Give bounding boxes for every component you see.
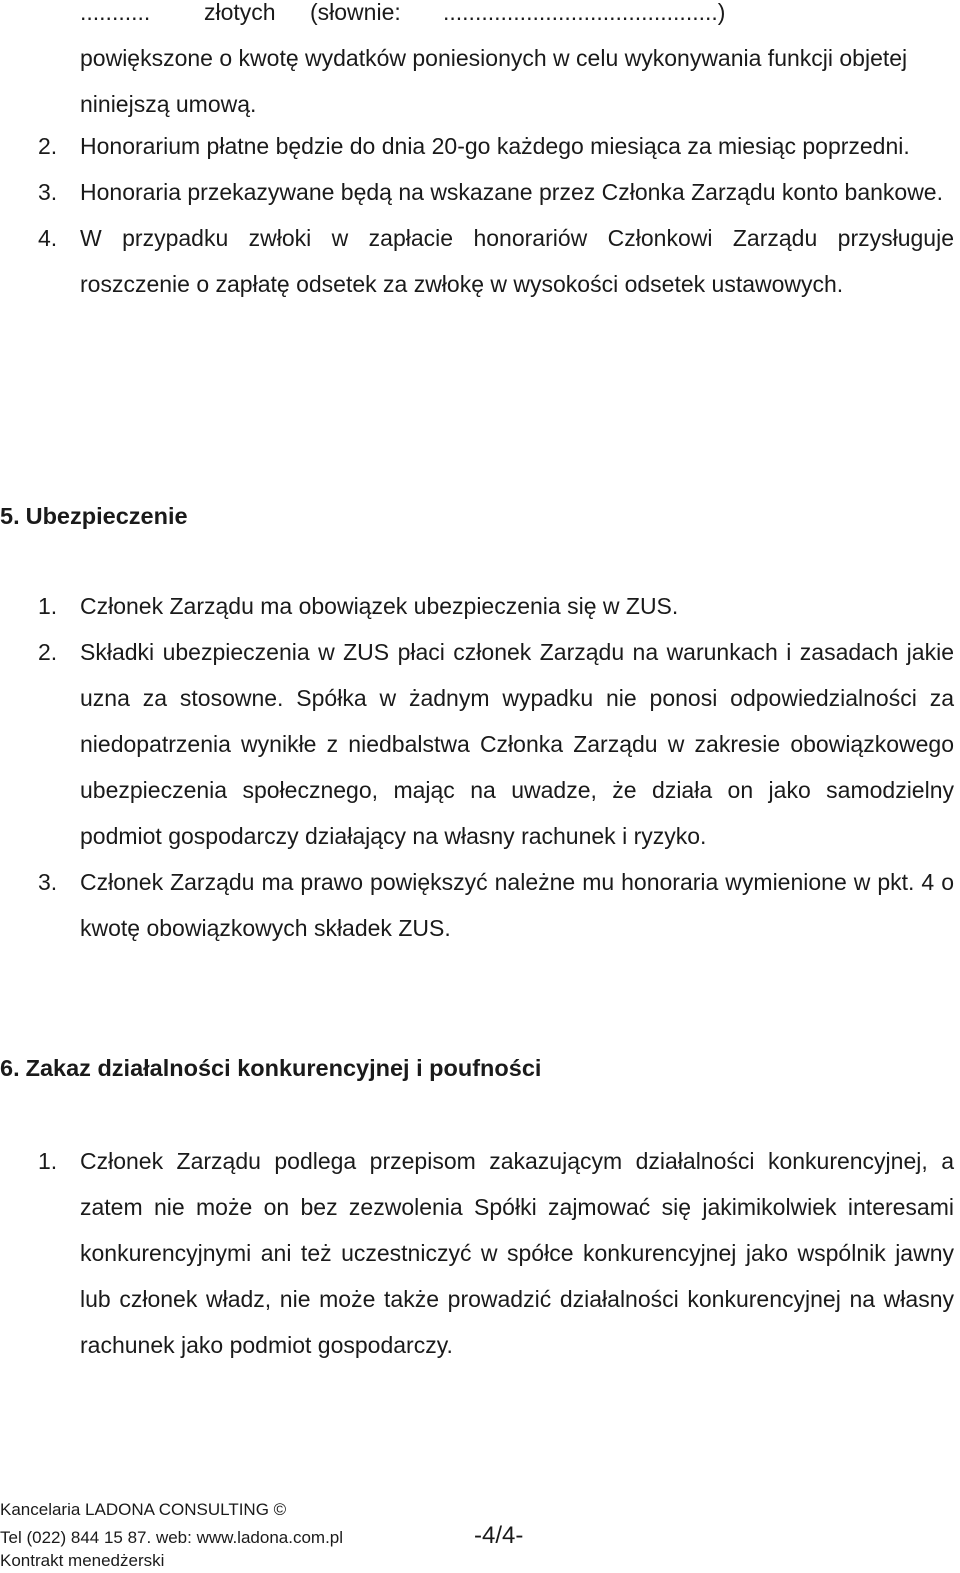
section-heading-5: [0, 493, 188, 539]
footer-company: Kancelaria LADONA CONSULTING ©: [0, 1500, 287, 1519]
intro-currency: złotych: [204, 0, 276, 25]
list-item: [0, 629, 954, 859]
intro-first-line: [80, 0, 954, 35]
page-number: -4/4-: [474, 1522, 524, 1549]
intro-slownie: (słownie:: [310, 0, 401, 25]
footer-contact: Tel (022) 844 15 87. web: www.ladona.com.pl: [0, 1528, 344, 1547]
list-item: [0, 123, 954, 169]
list-item-number: 2.: [38, 639, 58, 665]
section6-list: [0, 1138, 960, 1368]
list-item-text: Honoraria przekazywane będą na wskazane przez Członka Zarządu konto bankowe.: [80, 179, 943, 205]
section5-list: [0, 583, 960, 951]
list-item: [0, 215, 954, 307]
intro-dots-1: ...........: [80, 0, 151, 25]
list-item-text: Członek Zarządu ma obowiązek ubezpieczenia się w ZUS.: [80, 593, 679, 619]
list-item-number: 1.: [38, 593, 58, 619]
list-item-number: 4.: [38, 225, 58, 251]
list-item: [0, 1138, 954, 1368]
list-item: [0, 169, 954, 215]
intro-dots-2: ...........................................): [443, 0, 726, 25]
list-item-text: Członek Zarządu podlega przepisom zakazującym działalności konkurencyjnej, a zatem nie może on bez zezwolenia Spółki zajmować się jakimikolwiek interesami konkurencyjnymi ani też uczestniczyć w spółce konkurencyjnej jako wspólnik jawny lub członek władz, nie może także prowadzić działalności konkurencyjnej na własny rachunek jako podmiot gospodarczy.: [80, 1148, 954, 1358]
list-item-number: 1.: [38, 1148, 58, 1174]
section-number: 6.: [0, 1055, 20, 1081]
list-item-text: Składki ubezpieczenia w ZUS płaci członek Zarządu na warunkach i zasadach jakie uzna za stosowne. Spółka w żadnym wypadku nie ponosi odpowiedzialności za niedopatrzenia wynikłe z niedbalstwa Członka Zarządu w zakresie obowiązkowego ubezpieczenia społecznego, mając na uwadze, że działa on jako samodzielny podmiot gospodarczy działający na własny rachunek i ryzyko.: [80, 639, 954, 849]
list-item-number: 3.: [38, 179, 58, 205]
section-title: Ubezpieczenie: [25, 503, 188, 529]
footer-doc-title: Kontrakt menedżerski: [0, 1551, 165, 1570]
list-item-number: 2.: [38, 133, 58, 159]
list-item-text: W przypadku zwłoki w zapłacie honorariów Członkowi Zarządu przysługuje roszczenie o zapłatę odsetek za zwłokę w wysokości odsetek ustawowych.: [80, 225, 954, 297]
section-number: 5.: [0, 503, 20, 529]
section4-list: [0, 123, 960, 307]
section-title: Zakaz działalności konkurencyjnej i poufności: [25, 1055, 542, 1081]
list-item-text: Honorarium płatne będzie do dnia 20-go każdego miesiąca za miesiąc poprzedni.: [80, 133, 910, 159]
list-item: [0, 859, 954, 951]
intro-continuation: powiększone o kwotę wydatków poniesionych w celu wykonywania funkcji objetej niniejszą umową.: [80, 45, 908, 117]
list-item-text: Członek Zarządu ma prawo powiększyć należne mu honoraria wymienione w pkt. 4 o kwotę obowiązkowych składek ZUS.: [80, 869, 954, 941]
section-heading-6: [0, 1045, 541, 1091]
list-item-number: 3.: [38, 869, 58, 895]
list-item: [0, 583, 954, 629]
